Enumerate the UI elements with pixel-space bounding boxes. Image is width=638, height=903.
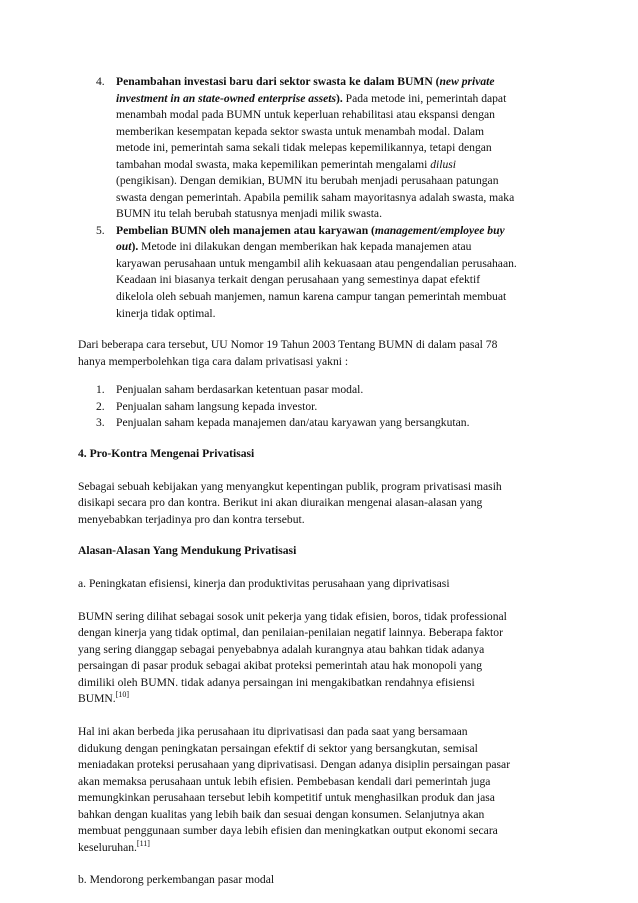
- item4-title-italic: investment in an state-owned enterprise assets: [116, 92, 336, 105]
- item4-text: Pada metode ini, pemerintah dapat: [342, 92, 507, 105]
- list-item-5-line: [116, 223, 505, 238]
- section-heading: 4. Pro-Kontra Mengenai Privatisasi: [78, 447, 255, 460]
- list-number: 1.: [96, 383, 105, 396]
- item4-text: tambahan modal swasta, maka kepemilikan pemerintah mengalami: [116, 158, 431, 171]
- paragraph-line: akan memaksa perusahaan untuk lebih efisien. Pembebasan kendali dari pemerintah juga: [78, 775, 491, 788]
- paragraph-line: hanya memperbolehkan tiga cara dalam privatisasi yakni :: [78, 355, 349, 368]
- list-item-4-line: [116, 157, 456, 172]
- reference-link[interactable]: [11]: [136, 839, 150, 848]
- list-item: Penjualan saham kepada manajemen dan/atau karyawan yang bersangkutan.: [116, 416, 470, 429]
- list-number: 5.: [96, 224, 105, 237]
- list-item-4-line: swasta dengan pemerintah. Apabila pemilik saham mayoritasnya adalah swasta, maka: [116, 191, 515, 204]
- paragraph-line: bahkan dengan kualitas yang lebih baik dan sesuai dengan konsumen. Selanjutnya akan: [78, 808, 485, 821]
- list-item-4-line: menambah modal pada BUMN untuk keperluan rehabilitasi atau ekspansi dengan: [116, 108, 495, 121]
- paragraph-line: dimiliki oleh BUMN. tidak adanya persaingan ini mengakibatkan rendahnya efisiensi: [78, 676, 475, 689]
- list-number: 4.: [96, 75, 105, 88]
- item5-title-italic: out: [116, 240, 132, 253]
- paragraph-line: dengan kinerja yang tidak optimal, dan penilaian-penilaian negatif lainnya. Beberapa faktor: [78, 626, 503, 639]
- paragraph-line: meniadakan proteksi perusahaan yang diprivatisasi. Dengan adanya disiplin persaingan pasar: [78, 758, 511, 771]
- paragraph-line: Dari beberapa cara tersebut, UU Nomor 19 Tahun 2003 Tentang BUMN di dalam pasal 78: [78, 338, 498, 351]
- paragraph-line: BUMN sering dilihat sebagai sosok unit pekerja yang tidak efisien, boros, tidak professional: [78, 610, 507, 623]
- list-item-4-line: memberikan kesempatan kepada sektor swasta untuk menambah modal. Dalam: [116, 125, 484, 138]
- list-item: Penjualan saham berdasarkan ketentuan pasar modal.: [116, 383, 364, 396]
- list-item-5-line: karyawan perusahaan untuk mengambil alih kekuasaan atau pengendalian perusahaan.: [116, 257, 517, 270]
- list-item-5-line: [116, 239, 471, 254]
- list-item-4-line: [116, 91, 506, 106]
- subheading-b: b. Mendorong perkembangan pasar modal: [78, 873, 275, 886]
- item5-title: Pembelian BUMN oleh manajemen atau karyawan (: [116, 224, 375, 237]
- paragraph-line: Hal ini akan berbeda jika perusahaan itu diprivatisasi dan pada saat yang bersamaan: [78, 725, 468, 738]
- paragraph-text: keseluruhan.: [78, 841, 137, 854]
- paragraph-line: didukung dengan peningkatan persaingan efektif di sektor yang bersangkutan, semisal: [78, 742, 478, 755]
- paragraph-line: yang sering dianggap sebagai penyebabnya adalah kurangnya atau bahkan tidak adanya: [78, 643, 485, 656]
- item5-title-end: ).: [131, 240, 139, 253]
- subheading-a: a. Peningkatan efisiensi, kinerja dan produktivitas perusahaan yang diprivatisasi: [78, 577, 450, 590]
- paragraph-line: Sebagai sebuah kebijakan yang menyangkut kepentingan publik, program privatisasi masih: [78, 480, 502, 493]
- paragraph-line: memungkinkan perusahaan tersebut lebih kompetitif untuk menghasilkan produk dan jasa: [78, 791, 495, 804]
- paragraph-line: [78, 691, 129, 706]
- item4-title: Penambahan investasi baru dari sektor swasta ke dalam BUMN (: [116, 75, 440, 88]
- list-item-4-line: BUMN itu telah berubah statusnya menjadi milik swasta.: [116, 207, 382, 220]
- paragraph-line: membuat penggunaan sumber daya lebih efisien dan meningkatkan output ekonomi secara: [78, 824, 498, 837]
- list-item-4-line: (pengikisan). Dengan demikian, BUMN itu berubah menjadi perusahaan patungan: [116, 174, 499, 187]
- list-item-5-line: kinerja tidak optimal.: [116, 307, 216, 320]
- item4-title-end: ).: [335, 92, 343, 105]
- paragraph-line: disikapi secara pro dan kontra. Berikut ini akan diuraikan mengenai alasan-alasan yang: [78, 496, 483, 509]
- list-item: Penjualan saham langsung kepada investor.: [116, 400, 318, 413]
- list-number: 2.: [96, 400, 105, 413]
- list-number: 3.: [96, 416, 105, 429]
- list-item-4-line: metode ini, pemerintah sama sekali tidak melepas kepemilikannya, tetapi dengan: [116, 141, 492, 154]
- item5-title-italic: management/employee buy: [374, 224, 505, 237]
- list-item-5-line: dikelola oleh sebuah manjemen, namun karena campur tangan pemerintah membuat: [116, 290, 507, 303]
- list-item-5-line: Keadaan ini biasanya terkait dengan perusahaan yang semestinya dapat efektif: [116, 273, 481, 286]
- paragraph-line: persaingan di pasar produk sebagai akibat proteksi pemerintah atau hak monopoli yang: [78, 659, 483, 672]
- paragraph-line: menyebabkan terjadinya pro dan kontra tersebut.: [78, 513, 305, 526]
- paragraph-line: [78, 840, 150, 855]
- list-item-4-line: [116, 74, 495, 89]
- reference-link[interactable]: [10]: [115, 690, 130, 699]
- paragraph-text: BUMN.: [78, 692, 116, 705]
- item4-title-italic: new private: [439, 75, 495, 88]
- item4-italic-term: dilusi: [430, 158, 456, 171]
- subsection-heading: Alasan-Alasan Yang Mendukung Privatisasi: [78, 544, 297, 557]
- item5-text: Metode ini dilakukan dengan memberikan hak kepada manajemen atau: [138, 240, 472, 253]
